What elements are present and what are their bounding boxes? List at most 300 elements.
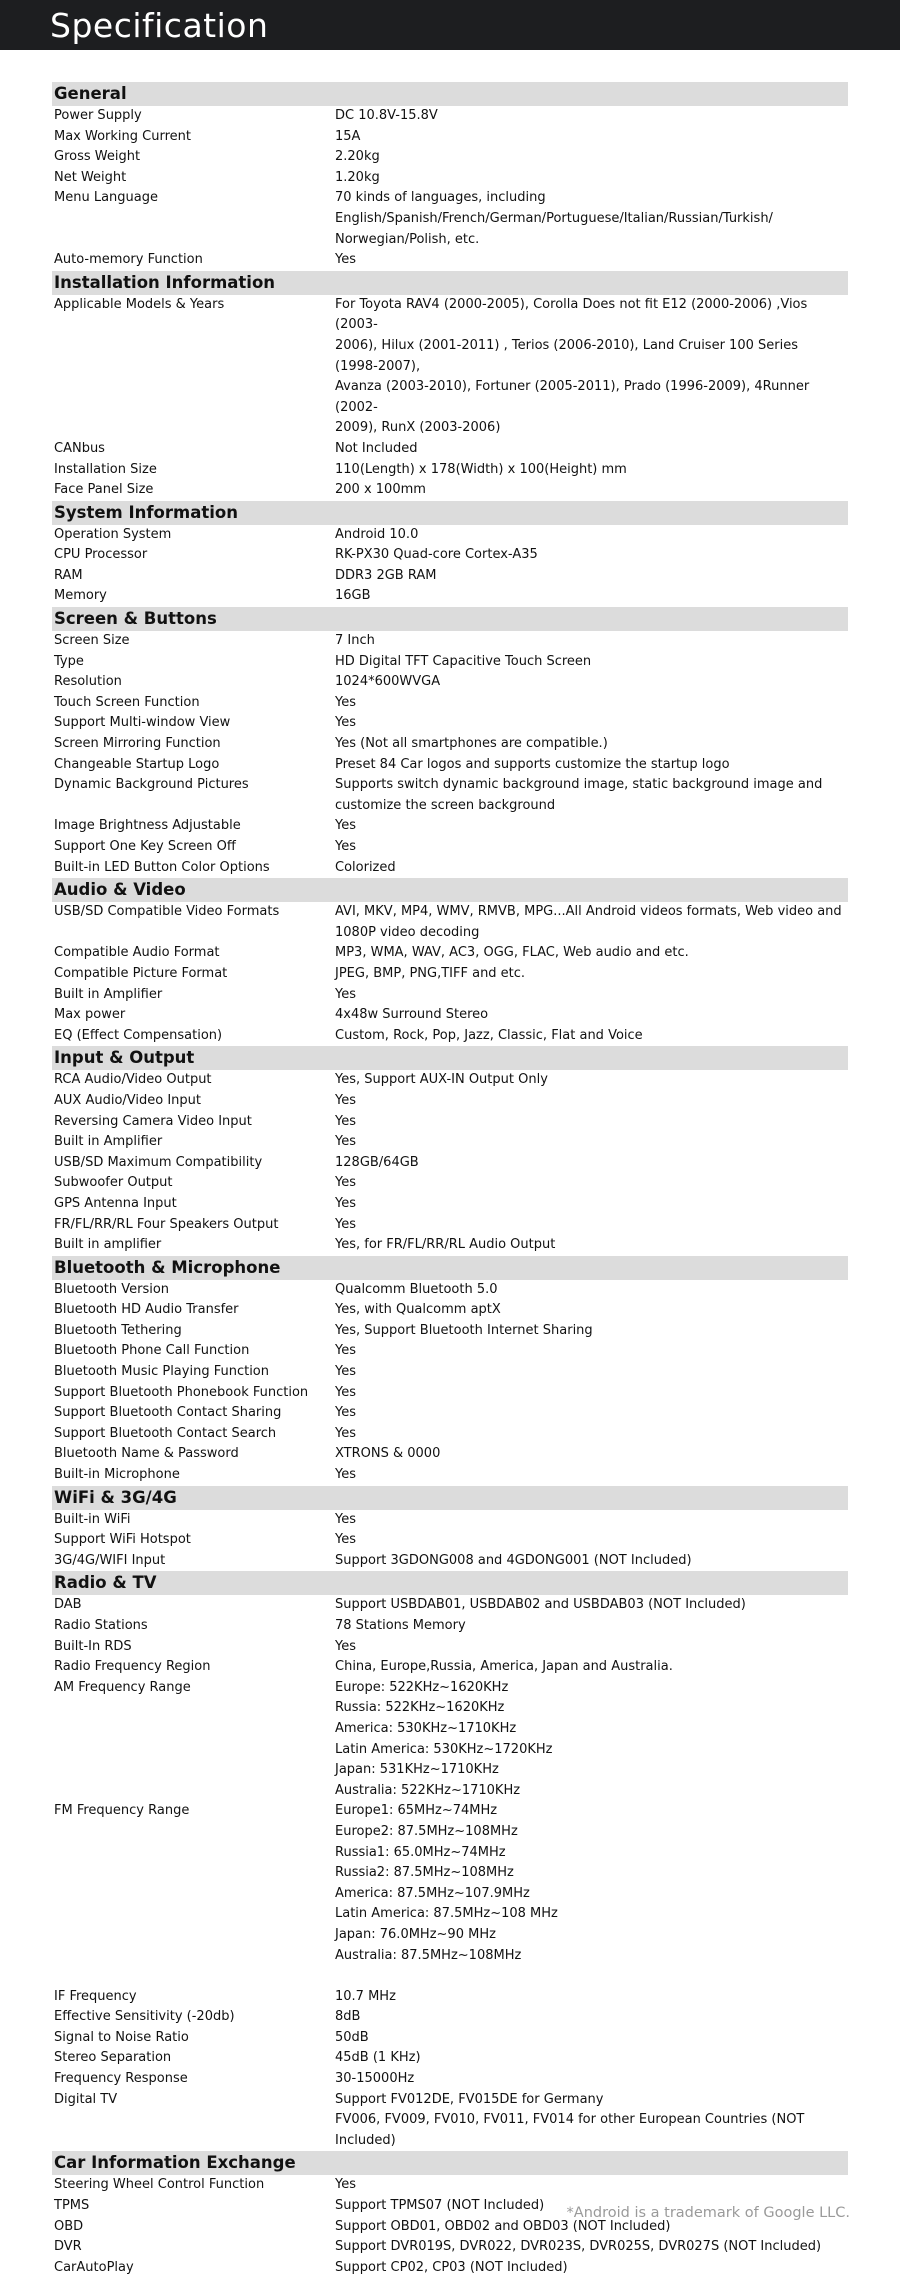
spec-row: [52, 545, 848, 566]
spec-row: [52, 964, 848, 985]
spec-value-line: 45dB (1 KHz): [335, 2050, 421, 2066]
section-title: Bluetooth & Microphone: [52, 1256, 848, 1280]
spec-value-line: Yes, with Qualcomm aptX: [335, 1302, 501, 1318]
spec-value-line: Europe2: 87.5MHz~108MHz: [335, 1823, 518, 1839]
spec-row: [52, 1403, 848, 1424]
spec-row: [52, 106, 848, 127]
spec-row: [52, 1801, 848, 1986]
spec-row: [52, 1300, 848, 1321]
spec-value-line: Latin America: 530KHz~1720KHz: [335, 1741, 553, 1757]
spec-value: [335, 837, 848, 858]
spec-label: CANbus: [54, 440, 105, 456]
spec-value-line: Japan: 76.0MHz~90 MHz: [335, 1926, 496, 1942]
spec-table: [52, 82, 848, 2278]
spec-value: [335, 295, 848, 439]
spec-label: Changeable Startup Logo: [54, 756, 220, 772]
spec-row: [52, 631, 848, 652]
spec-value-line: Russia: 522KHz~1620KHz: [335, 1700, 505, 1716]
spec-value: [335, 734, 848, 755]
spec-value-line: Avanza (2003-2010), Fortuner (2005-2011), Prado (1996-2009), 4Runner (2002-: [335, 379, 810, 415]
spec-label: Bluetooth Name & Password: [54, 1446, 239, 1462]
spec-value-line: Not Included: [335, 440, 418, 456]
spec-value: [335, 439, 848, 460]
spec-row: [52, 147, 848, 168]
spec-value: [335, 525, 848, 546]
section-title: Screen & Buttons: [52, 607, 848, 631]
spec-value: [335, 1280, 848, 1301]
spec-value-line: 4x48w Surround Stereo: [335, 1007, 489, 1023]
spec-value-line: 50dB: [335, 2029, 369, 2045]
spec-value: [335, 1153, 848, 1174]
spec-row: [52, 2007, 848, 2028]
spec-value-line: Qualcomm Bluetooth 5.0: [335, 1281, 498, 1297]
spec-value-line: Russia2: 87.5MHz~108MHz: [335, 1865, 514, 1881]
spec-label: Operation System: [54, 526, 172, 542]
spec-row: [52, 1173, 848, 1194]
spec-value: [335, 1510, 848, 1531]
spec-label: Built-In RDS: [54, 1638, 132, 1654]
spec-label: Built in Amplifier: [54, 986, 163, 1002]
spec-value-line: Support DVR019S, DVR022, DVR023S, DVR025S, DVR027S (NOT Included): [335, 2239, 822, 2255]
spec-label: Type: [54, 653, 84, 669]
spec-row: [52, 1026, 848, 1047]
spec-label: Bluetooth HD Audio Transfer: [54, 1302, 239, 1318]
spec-value: [335, 775, 848, 816]
section-title: Audio & Video: [52, 878, 848, 902]
spec-row: [52, 755, 848, 776]
spec-value-line: 1.20kg: [335, 169, 380, 185]
spec-value-line: Yes: [335, 1384, 356, 1400]
spec-value-line: Yes (Not all smartphones are compatible.): [335, 736, 608, 752]
spec-value-line: Yes: [335, 1175, 356, 1191]
spec-section: [52, 1486, 848, 1572]
spec-label: GPS Antenna Input: [54, 1195, 177, 1211]
spec-value: [335, 250, 848, 271]
spec-value-line: AVI, MKV, MP4, WMV, RMVB, MPG...All Android videos formats, Web video and: [335, 904, 842, 920]
spec-row: [52, 816, 848, 837]
spec-row: [52, 693, 848, 714]
spec-value-line: customize the screen background: [335, 797, 556, 813]
spec-row: [52, 1091, 848, 1112]
spec-label: Support One Key Screen Off: [54, 839, 236, 854]
spec-value-line: Yes, for FR/FL/RR/RL Audio Output: [335, 1237, 556, 1253]
spec-row: [52, 1987, 848, 2008]
spec-value-line: 2009), RunX (2003-2006): [335, 420, 501, 436]
spec-row: [52, 1657, 848, 1678]
spec-value-line: Support TPMS07 (NOT Included): [335, 2198, 545, 2214]
spec-row: [52, 1530, 848, 1551]
spec-value: [335, 188, 848, 250]
spec-section: [52, 271, 848, 501]
spec-row: [52, 2175, 848, 2196]
spec-row: [52, 168, 848, 189]
spec-row: [52, 2237, 848, 2258]
spec-row: [52, 734, 848, 755]
spec-value: [335, 2237, 848, 2258]
spec-row: [52, 586, 848, 607]
spec-section: [52, 878, 848, 1046]
spec-value: [335, 693, 848, 714]
spec-value: [335, 106, 848, 127]
spec-value-line: English/Spanish/French/German/Portuguese/Italian/Russian/Turkish/: [335, 210, 773, 226]
spec-label: RCA Audio/Video Output: [54, 1072, 212, 1088]
spec-value: [335, 2090, 848, 2152]
spec-value: [335, 1321, 848, 1342]
spec-value-line: 110(Length) x 178(Width) x 100(Height) mm: [335, 461, 627, 477]
spec-value-line: America: 87.5MHz~107.9MHz: [335, 1885, 530, 1901]
spec-row: [52, 1215, 848, 1236]
spec-value: [335, 902, 848, 943]
spec-value-line: Yes: [335, 1195, 356, 1211]
spec-value: [335, 1595, 848, 1616]
spec-value: [335, 858, 848, 879]
spec-row: [52, 1362, 848, 1383]
spec-row: [52, 1465, 848, 1486]
spec-value-line: Yes: [335, 839, 356, 854]
spec-label: CPU Processor: [54, 547, 148, 563]
spec-label: 3G/4G/WIFI Input: [54, 1552, 166, 1568]
spec-label: Bluetooth Tethering: [54, 1322, 182, 1338]
spec-value: [335, 127, 848, 148]
spec-label: Power Supply: [54, 108, 142, 123]
spec-label: Built-in WiFi: [54, 1511, 131, 1527]
spec-value: [335, 1194, 848, 1215]
spec-section: [52, 1256, 848, 1486]
spec-value-line: Yes: [335, 818, 356, 834]
spec-value: [335, 2007, 848, 2028]
spec-label: Digital TV: [54, 2091, 118, 2107]
spec-label: TPMS: [54, 2198, 90, 2214]
spec-value: [335, 460, 848, 481]
spec-label: Reversing Camera Video Input: [54, 1113, 252, 1129]
spec-row: [52, 943, 848, 964]
spec-value: [335, 1300, 848, 1321]
spec-section: [52, 501, 848, 607]
spec-value: [335, 586, 848, 607]
section-title: WiFi & 3G/4G: [52, 1486, 848, 1510]
spec-row: [52, 1637, 848, 1658]
spec-value: [335, 1173, 848, 1194]
spec-value: [335, 566, 848, 587]
spec-row: [52, 1280, 848, 1301]
spec-value-line: America: 530KHz~1710KHz: [335, 1720, 517, 1736]
spec-label: AM Frequency Range: [54, 1679, 191, 1695]
spec-value: [335, 1026, 848, 1047]
spec-row: [52, 1132, 848, 1153]
spec-value: [335, 1801, 848, 1986]
spec-value-line: MP3, WMA, WAV, AC3, OGG, FLAC, Web audio and etc.: [335, 945, 689, 961]
spec-value: [335, 1005, 848, 1026]
spec-value: [335, 480, 848, 501]
spec-label: RAM: [54, 567, 83, 583]
spec-value: [335, 2258, 848, 2278]
spec-value-line: 78 Stations Memory: [335, 1618, 466, 1633]
spec-label: Max power: [54, 1007, 126, 1023]
spec-value: [335, 1637, 848, 1658]
spec-label: Built-in Microphone: [54, 1467, 180, 1483]
spec-value-line: Latin America: 87.5MHz~108 MHz: [335, 1906, 558, 1922]
spec-value: [335, 1424, 848, 1445]
spec-value-line: Yes: [335, 1511, 356, 1527]
spec-label: Screen Size: [54, 633, 130, 649]
spec-value: [335, 1215, 848, 1236]
spec-label: Bluetooth Version: [54, 1281, 170, 1297]
spec-row: [52, 250, 848, 271]
page-title: Specification: [50, 5, 269, 45]
spec-row: [52, 127, 848, 148]
spec-value: [335, 1070, 848, 1091]
spec-value-line: 10.7 MHz: [335, 1988, 396, 2004]
spec-value-line: Preset 84 Car logos and supports customize the startup logo: [335, 756, 730, 772]
spec-row: [52, 713, 848, 734]
spec-label: USB/SD Maximum Compatibility: [54, 1154, 263, 1170]
spec-label: Built in Amplifier: [54, 1134, 163, 1150]
spec-label: DVR: [54, 2239, 82, 2255]
spec-value-line: HD Digital TFT Capacitive Touch Screen: [335, 653, 592, 669]
spec-row: [52, 902, 848, 943]
spec-label: Gross Weight: [54, 149, 141, 165]
spec-value-line: Support 3GDONG008 and 4GDONG001 (NOT Included): [335, 1552, 692, 1568]
spec-row: [52, 1153, 848, 1174]
spec-label: Built-in LED Button Color Options: [54, 859, 270, 875]
spec-row: [52, 1235, 848, 1256]
spec-label: Steering Wheel Control Function: [54, 2177, 265, 2193]
header-bar: [0, 0, 900, 50]
spec-value-line: RK-PX30 Quad-core Cortex-A35: [335, 547, 538, 563]
spec-row: [52, 480, 848, 501]
spec-label: CarAutoPlay: [54, 2259, 134, 2275]
spec-row: [52, 837, 848, 858]
section-title: Radio & TV: [52, 1571, 848, 1595]
spec-row: [52, 775, 848, 816]
spec-label: Bluetooth Music Playing Function: [54, 1364, 270, 1380]
spec-value: [335, 1235, 848, 1256]
spec-label: EQ (Effect Compensation): [54, 1027, 223, 1043]
spec-label: Stereo Separation: [54, 2050, 172, 2066]
spec-label: Compatible Audio Format: [54, 945, 220, 961]
spec-row: [52, 1424, 848, 1445]
spec-value-line: XTRONS & 0000: [335, 1446, 441, 1462]
spec-value-line: Yes: [335, 1343, 356, 1359]
spec-value-line: Europe1: 65MHz~74MHz: [335, 1803, 498, 1819]
spec-value-line: 30-15000Hz: [335, 2071, 415, 2087]
spec-row: [52, 2090, 848, 2152]
spec-row: [52, 985, 848, 1006]
spec-value: [335, 1444, 848, 1465]
spec-label: Resolution: [54, 674, 122, 690]
spec-value: [335, 545, 848, 566]
spec-value: [335, 1362, 848, 1383]
spec-label: Radio Frequency Region: [54, 1659, 211, 1675]
spec-label: Support Multi-window View: [54, 715, 231, 731]
spec-label: Menu Language: [54, 190, 158, 206]
spec-value: [335, 2175, 848, 2196]
spec-value-line: Australia: 522KHz~1710KHz: [335, 1782, 521, 1798]
spec-row: [52, 460, 848, 481]
spec-value-line: 7 Inch: [335, 633, 375, 649]
spec-row: [52, 1341, 848, 1362]
spec-value: [335, 1678, 848, 1802]
spec-value-line: Russia1: 65.0MHz~74MHz: [335, 1844, 506, 1860]
spec-row: [52, 2258, 848, 2278]
spec-label: Max Working Current: [54, 128, 191, 144]
spec-value-line: 70 kinds of languages, including: [335, 190, 546, 206]
spec-section: [52, 1046, 848, 1255]
spec-label: Memory: [54, 588, 107, 604]
spec-value-line: Support OBD01, OBD02 and OBD03 (NOT Included): [335, 2218, 671, 2234]
spec-label: Signal to Noise Ratio: [54, 2029, 189, 2045]
spec-row: [52, 2048, 848, 2069]
spec-label: Support Bluetooth Phonebook Function: [54, 1384, 309, 1400]
spec-value-line: 16GB: [335, 588, 371, 604]
spec-row: [52, 1383, 848, 1404]
spec-row: [52, 1194, 848, 1215]
spec-value: [335, 652, 848, 673]
spec-value-line: 1024*600WVGA: [335, 674, 441, 690]
spec-row: [52, 1678, 848, 1802]
spec-value-line: Support USBDAB01, USBDAB02 and USBDAB03 (NOT Included): [335, 1597, 746, 1613]
spec-label: Image Brightness Adjustable: [54, 818, 241, 834]
spec-row: [52, 1510, 848, 1531]
spec-value-line: Yes: [335, 1425, 356, 1441]
spec-value: [335, 1132, 848, 1153]
spec-section: [52, 607, 848, 878]
spec-value: [335, 147, 848, 168]
spec-value: [335, 1465, 848, 1486]
spec-value-line: FV006, FV009, FV010, FV011, FV014 for other European Countries (NOT Included): [335, 2112, 805, 2148]
spec-value-line: Yes: [335, 1134, 356, 1150]
spec-value: [335, 816, 848, 837]
spec-label: Net Weight: [54, 169, 127, 185]
spec-label: Built in amplifier: [54, 1237, 162, 1253]
spec-value-line: 1080P video decoding: [335, 924, 480, 940]
spec-value: [335, 1616, 848, 1637]
spec-value: [335, 2069, 848, 2090]
spec-value-line: Support FV012DE, FV015DE for Germany: [335, 2091, 604, 2107]
spec-label: DAB: [54, 1597, 82, 1613]
spec-label: IF Frequency: [54, 1988, 137, 2004]
spec-value: [335, 2048, 848, 2069]
spec-value-line: Yes, Support Bluetooth Internet Sharing: [335, 1322, 593, 1338]
spec-row: [52, 2069, 848, 2090]
spec-label: Support WiFi Hotspot: [54, 1532, 191, 1548]
spec-value: [335, 1091, 848, 1112]
spec-label: Compatible Picture Format: [54, 965, 228, 981]
spec-row: [52, 1444, 848, 1465]
section-title: Input & Output: [52, 1046, 848, 1070]
spec-value-line: For Toyota RAV4 (2000-2005), Corolla Does not fit E12 (2000-2006) ,Vios (2003-: [335, 296, 808, 333]
spec-value: [335, 1551, 848, 1572]
spec-label: Subwoofer Output: [54, 1175, 173, 1191]
spec-value-line: 2.20kg: [335, 149, 380, 165]
spec-row: [52, 672, 848, 693]
section-title: System Information: [52, 501, 848, 525]
spec-section: [52, 1571, 848, 2151]
spec-row: [52, 652, 848, 673]
spec-label: Touch Screen Function: [54, 694, 200, 710]
spec-row: [52, 1551, 848, 1572]
spec-label: USB/SD Compatible Video Formats: [54, 904, 280, 920]
spec-value-line: Android 10.0: [335, 526, 419, 542]
spec-row: [52, 1321, 848, 1342]
spec-label: Support Bluetooth Contact Sharing: [54, 1405, 282, 1421]
spec-value: [335, 631, 848, 652]
spec-label: Frequency Response: [54, 2071, 188, 2087]
spec-value-line: Yes: [335, 715, 356, 731]
spec-value-line: Yes: [335, 1532, 356, 1548]
spec-value-line: Yes: [335, 1216, 356, 1232]
section-title: Installation Information: [52, 271, 848, 295]
spec-value: [335, 713, 848, 734]
spec-value: [335, 964, 848, 985]
spec-label: Effective Sensitivity (-20db): [54, 2009, 235, 2025]
spec-row: [52, 295, 848, 439]
spec-section: [52, 82, 848, 271]
spec-value-line: Yes: [335, 694, 356, 710]
spec-value-line: Japan: 531KHz~1710KHz: [335, 1762, 499, 1778]
spec-value-line: Yes: [335, 2177, 356, 2193]
spec-value: [335, 985, 848, 1006]
spec-row: [52, 1112, 848, 1133]
spec-row: [52, 1005, 848, 1026]
spec-row: [52, 439, 848, 460]
spec-value: [335, 1112, 848, 1133]
spec-label: Applicable Models & Years: [54, 296, 225, 312]
spec-value-line: 200 x 100mm: [335, 482, 426, 498]
spec-value-line: JPEG, BMP, PNG,TIFF and etc.: [335, 965, 526, 981]
spec-row: [52, 1616, 848, 1637]
spec-row: [52, 1070, 848, 1091]
spec-value-line: Yes: [335, 1467, 356, 1483]
spec-value-line: China, Europe,Russia, America, Japan and Australia.: [335, 1659, 673, 1675]
spec-value: [335, 1341, 848, 1362]
spec-value-line: Custom, Rock, Pop, Jazz, Classic, Flat and Voice: [335, 1027, 643, 1043]
spec-label: Auto-memory Function: [54, 252, 203, 268]
spec-row: [52, 858, 848, 879]
spec-row: [52, 188, 848, 250]
spec-value-line: 2006), Hilux (2001-2011) , Terios (2006-2010), Land Cruiser 100 Series (1998-2007),: [335, 337, 798, 374]
spec-value-line: Supports switch dynamic background image, static background image and: [335, 777, 823, 793]
trademark-footnote: *Android is a trademark of Google LLC.: [566, 2205, 850, 2221]
spec-label: Bluetooth Phone Call Function: [54, 1343, 250, 1359]
spec-value-line: Europe: 522KHz~1620KHz: [335, 1679, 509, 1695]
spec-label: AUX Audio/Video Input: [54, 1092, 201, 1108]
spec-row: [52, 1595, 848, 1616]
spec-value-line: Yes: [335, 1638, 356, 1654]
spec-row: [52, 525, 848, 546]
spec-row: [52, 566, 848, 587]
spec-value: [335, 1403, 848, 1424]
spec-value-line: Support CP02, CP03 (NOT Included): [335, 2259, 568, 2275]
spec-label: Installation Size: [54, 461, 157, 477]
spec-value-line: Yes: [335, 1092, 356, 1108]
spec-value: [335, 672, 848, 693]
spec-value: [335, 1530, 848, 1551]
spec-value-line: Norwegian/Polish, etc.: [335, 231, 480, 247]
spec-value: [335, 168, 848, 189]
spec-value-line: Yes: [335, 1113, 356, 1129]
spec-value: [335, 1383, 848, 1404]
spec-value-line: DC 10.8V-15.8V: [335, 108, 438, 123]
spec-value-line: Yes: [335, 1405, 356, 1421]
spec-value: [335, 1657, 848, 1678]
spec-label: Screen Mirroring Function: [54, 736, 221, 752]
spec-value: [335, 2028, 848, 2049]
spec-value: [335, 943, 848, 964]
section-title: General: [52, 82, 848, 106]
spec-row: [52, 2028, 848, 2049]
spec-label: Face Panel Size: [54, 482, 154, 498]
